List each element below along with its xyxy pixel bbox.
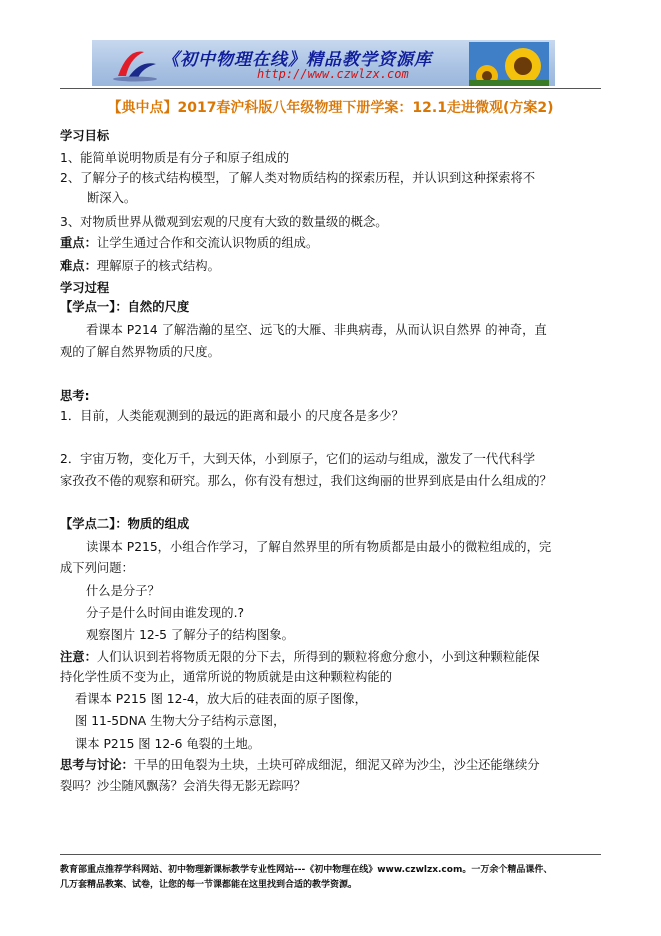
footer-line-1: 教育部重点推荐学科网站、初中物理新课标教学专业性网站---《初中物理在线》www.czwlzx.com。一万余个精品课件、: [60, 865, 553, 875]
point-2-para: 读课本 P215，小组合作学习，了解自然界里的所有物质都是由最小的微粒组成的，完: [86, 540, 552, 554]
banner-url[interactable]: http://www.czwlzx.com: [257, 67, 409, 81]
note: [60, 649, 540, 665]
discussion-text: 干旱的田龟裂为土块，土块可碎成细泥，细泥又碎为沙尘，沙尘还能继续分: [133, 758, 540, 772]
observe-figure: 观察图片 12-5 了解分子的结构图象。: [86, 628, 294, 642]
note-text: 人们认识到若将物质无限的分下去，所得到的颗粒将愈分愈小，小到这种颗粒能保: [96, 650, 540, 664]
footer-divider: [60, 854, 601, 855]
site-banner: [92, 40, 555, 86]
think-title: 思考:: [60, 389, 90, 403]
question-2: 2．宇宙万物，变化万千，大到天体，小到原子，它们的运动与组成，激发了一代代科学: [60, 452, 536, 466]
key-label: 重点：: [60, 236, 97, 250]
goal-2: 2、了解分子的核式结构模型，了解人类对物质结构的探索历程，并认识到这种探索将不: [60, 171, 536, 185]
page-title: 【典中点】2017春沪科版八年级物理下册学案：12.1走进微观(方案2): [107, 100, 554, 116]
banner-title: 《初中物理在线》精品教学资源库: [162, 50, 432, 70]
question-2-cont: 家孜孜不倦的观察和研究。那么，你有没有想过，我们这绚丽的世界到底是由什么组成的？: [60, 474, 552, 488]
point-1-title: 【学点一】：自然的尺度: [60, 300, 190, 314]
note-label: 注意：: [60, 650, 97, 664]
difficult-point: [60, 258, 220, 274]
sunflower-icon: [469, 42, 549, 86]
figure-ref-1: 看课本 P215 图 12-4，放大后的硅表面的原子图像，: [75, 692, 367, 706]
question-molecule: 什么是分子？: [86, 584, 160, 598]
discussion-label: 思考与讨论：: [60, 758, 134, 772]
point-1-para-cont: 观的了解自然界物质的尺度。: [60, 345, 220, 359]
discussion-cont: 裂吗？沙尘随风飘荡？会消失得无影无踪吗？: [60, 779, 306, 793]
difficult-text: 理解原子的核式结构。: [96, 259, 220, 273]
note-cont: 持化学性质不变为止，通常所说的物质就是由这种颗粒构能的: [60, 670, 393, 684]
point-2-para-cont: 成下列问题：: [60, 561, 134, 575]
point-1-para: 看课本 P214 了解浩瀚的星空、远飞的大雁、非典病毒，从而认识自然界 的神奇，直: [86, 323, 547, 337]
header-divider: [60, 88, 601, 89]
goal-1: 1、能简单说明物质是有分子和原子组成的: [60, 151, 290, 165]
discussion: [60, 757, 540, 773]
point-2-title: 【学点二】：物质的组成: [60, 517, 190, 531]
question-discovery: 分子是什么时间由谁发现的.?: [86, 606, 244, 620]
difficult-label: 难点：: [60, 259, 97, 273]
key-point: [60, 235, 318, 251]
figure-ref-2: 图 11-5DNA 生物大分子结构示意图，: [75, 714, 286, 728]
key-text: 让学生通过合作和交流认识物质的组成。: [96, 236, 319, 250]
goals-title: 学习目标: [60, 129, 110, 143]
goal-3: 3、对物质世界从微观到宏观的尺度有大致的数量级的概念。: [60, 215, 388, 229]
figure-ref-3: 课本 P215 图 12-6 龟裂的土地。: [75, 737, 261, 751]
goal-2-cont: 断深入。: [87, 191, 137, 205]
footer-line-2: 几万套精品教案、试卷，让您的每一节课都能在这里找到合适的教学资源。: [60, 880, 358, 890]
question-1: 1．目前，人类能观测到的最远的距离和最小 的尺度各是多少？: [60, 409, 404, 423]
site-logo-icon: [110, 46, 160, 82]
process-title: 学习过程: [60, 281, 110, 295]
